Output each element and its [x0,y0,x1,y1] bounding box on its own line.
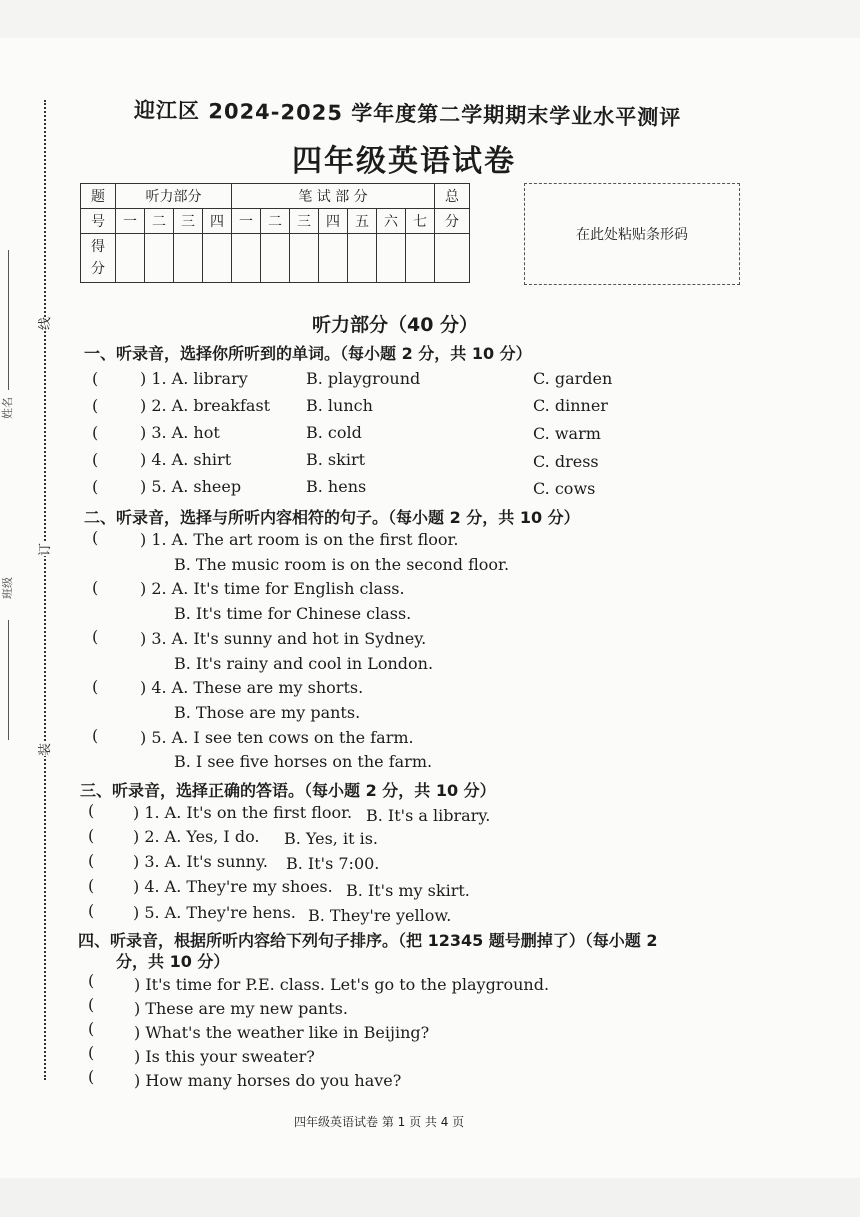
answer-paren[interactable]: ( [92,369,99,388]
score-label-top: 得 [91,239,105,255]
table-cell: 六 [377,209,406,234]
sentence-b: B. It's rainy and cool in London. [174,654,434,673]
sentence-item: ) It's time for P.E. class. Let's go to the playground. [134,975,550,994]
sentence-a: ) 5. A. I see ten cows on the farm. [140,728,414,747]
score-input-cell[interactable] [319,234,348,283]
table-cell: 分 [435,209,470,234]
option-b: B. cold [306,423,362,442]
background-strip [0,1178,860,1217]
answer-paren[interactable]: ( [88,971,95,990]
score-table [80,183,470,283]
table-cell: 总 [435,184,470,209]
option-b: B. hens [306,477,367,496]
class-label: 班级 [1,577,14,599]
score-label-bottom: 分 [91,261,105,277]
answer-b: B. It's 7:00. [286,854,380,873]
edge-line [8,620,9,740]
table-cell: 四 [203,209,232,234]
answer-b: B. It's a library. [366,806,491,825]
table-cell: 题 [81,184,116,209]
exam-header: 迎江区 2024-2025 学年度第二学期期末学业水平测评 [133,98,682,130]
answer-paren[interactable]: ( [88,1043,95,1062]
option-c: C. cows [533,479,596,498]
table-cell: 四 [319,209,348,234]
exam-title: 四年级英语试卷 [292,144,516,179]
answer-paren[interactable]: ( [92,528,99,547]
table-cell: 五 [348,209,377,234]
answer-paren[interactable]: ( [92,423,99,442]
score-input-cell[interactable] [203,234,232,283]
option-b: B. playground [306,369,421,388]
option-c: C. garden [533,369,613,388]
sentence-a: ) 4. A. These are my shorts. [140,678,364,697]
name-label: 姓名 [1,397,14,419]
option-c: C. dress [533,452,599,471]
answer-a: ) 3. A. It's sunny. [133,852,268,871]
answer-b: B. It's my skirt. [346,881,470,900]
sentence-item: ) These are my new pants. [134,999,348,1018]
table-cell [81,234,116,283]
answer-a: ) 1. A. It's on the first floor. [133,803,353,822]
answer-paren[interactable]: ( [92,477,99,496]
question-number: ) 3. A. hot [140,423,220,442]
barcode-label: 在此处粘贴条形码 [576,227,688,243]
sentence-item: ) How many horses do you have? [134,1071,402,1090]
sentence-b: B. I see five horses on the farm. [174,752,433,771]
answer-paren[interactable]: ( [88,901,95,920]
table-cell: 七 [406,209,435,234]
table-cell: 二 [145,209,174,234]
sentence-a: ) 3. A. It's sunny and hot in Sydney. [140,629,427,648]
option-c: C. dinner [533,396,608,415]
answer-paren[interactable]: ( [88,851,95,870]
part4-title-cont: 分，共 10 分） [116,952,230,971]
answer-a: ) 4. A. They're my shoes. [133,877,333,896]
option-c: C. warm [533,424,601,443]
answer-paren[interactable]: ( [88,1019,95,1038]
table-cell: 二 [261,209,290,234]
score-input-cell[interactable] [145,234,174,283]
score-input-cell[interactable] [116,234,145,283]
page-footer: 四年级英语试卷 第 1 页 共 4 页 [294,1115,465,1129]
margin-label-seal: 装 [32,743,55,756]
part4-title: 四、听录音，根据所听内容给下列句子排序。（把 12345 题号删掉了）（每小题 2 [78,931,658,950]
answer-paren[interactable]: ( [92,677,99,696]
answer-paren[interactable]: ( [88,995,95,1014]
answer-a: ) 2. A. Yes, I do. [133,827,260,846]
table-cell: 听力部分 [116,184,232,209]
part2-title: 二、听录音，选择与所听内容相符的句子。（每小题 2 分，共 10 分） [84,508,580,527]
score-input-cell[interactable] [348,234,377,283]
score-input-cell[interactable] [261,234,290,283]
question-number: ) 5. A. sheep [140,477,242,496]
option-b: B. lunch [306,396,373,415]
answer-paren[interactable]: ( [92,627,99,646]
answer-a: ) 5. A. They're hens. [133,903,296,922]
table-cell: 三 [290,209,319,234]
question-number: ) 4. A. shirt [140,450,232,469]
barcode-box [524,183,740,285]
edge-line [8,250,9,390]
margin-label-line: 线 [32,317,55,330]
table-cell: 号 [81,209,116,234]
binding-line [44,100,46,1080]
answer-paren[interactable]: ( [92,578,99,597]
answer-paren[interactable]: ( [88,1067,95,1086]
question-number: ) 1. A. library [140,369,248,388]
part1-title: 一、听录音，选择你所听到的单词。（每小题 2 分，共 10 分） [84,344,532,363]
table-cell: 笔 试 部 分 [232,184,435,209]
answer-paren[interactable]: ( [92,396,99,415]
sentence-a: ) 2. A. It's time for English class. [140,579,405,598]
score-input-cell[interactable] [435,234,470,283]
part3-title: 三、听录音，选择正确的答语。（每小题 2 分，共 10 分） [80,781,496,800]
score-input-cell[interactable] [174,234,203,283]
answer-b: B. They're yellow. [308,906,452,925]
sentence-b: B. The music room is on the second floor. [174,555,510,574]
score-input-cell[interactable] [377,234,406,283]
answer-paren[interactable]: ( [88,876,95,895]
sentence-b: B. Those are my pants. [174,703,361,722]
answer-b: B. Yes, it is. [284,829,378,848]
sentence-b: B. It's time for Chinese class. [174,604,412,623]
table-cell: 一 [232,209,261,234]
score-input-cell[interactable] [406,234,435,283]
score-input-cell[interactable] [290,234,319,283]
answer-paren[interactable]: ( [92,450,99,469]
sentence-a: ) 1. A. The art room is on the first floor. [140,530,459,549]
sentence-item: ) What's the weather like in Beijing? [134,1023,430,1042]
answer-paren[interactable]: ( [88,801,95,820]
answer-paren[interactable]: ( [92,726,99,745]
table-cell: 一 [116,209,145,234]
margin-label-bind: 订 [32,543,55,556]
listening-section-title: 听力部分（40 分） [312,314,479,336]
sentence-item: ) Is this your sweater? [134,1047,315,1066]
score-input-cell[interactable] [232,234,261,283]
answer-paren[interactable]: ( [88,826,95,845]
question-number: ) 2. A. breakfast [140,396,271,415]
option-b: B. skirt [306,450,366,469]
table-cell: 三 [174,209,203,234]
